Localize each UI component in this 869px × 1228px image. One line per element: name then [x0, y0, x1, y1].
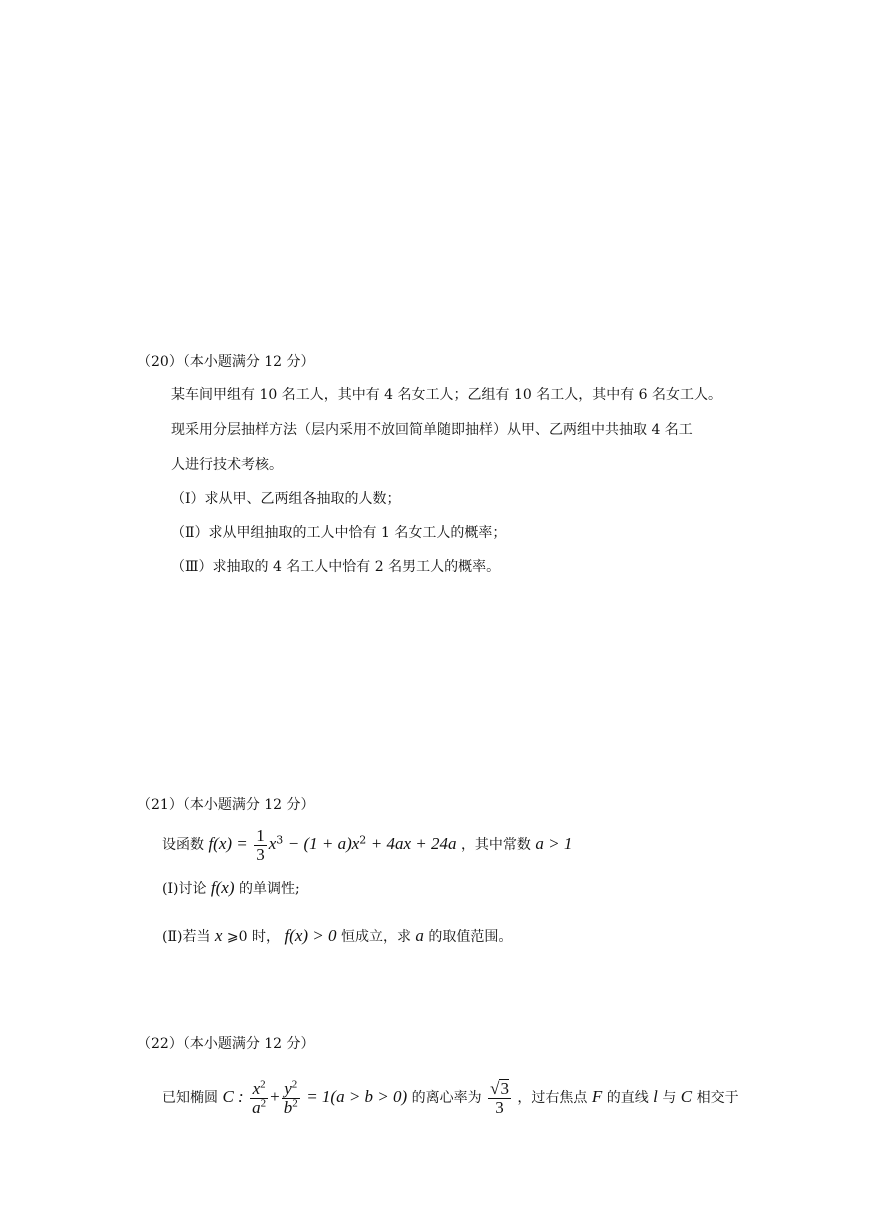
q21-part-2 — [162, 926, 512, 947]
q21-header: （21）（本小题满分 12 分） — [137, 797, 315, 813]
q20-header: （20）（本小题满分 12 分） — [137, 354, 315, 370]
q22-fraction-x-denominator: $a^2$ — [252, 1096, 267, 1117]
q20-part-3: （Ⅲ）求抽取的 4 名工人中恰有 2 名男工人的概率。 — [171, 559, 501, 575]
q21-part-1 — [162, 878, 300, 899]
q22-equation-condition: = 1(a > b > 0) — [306, 1087, 408, 1106]
q21-part-2-label: (Ⅱ)若当 — [162, 929, 211, 945]
q22-curve-C: C — [680, 1087, 693, 1106]
q21-part-2-geq: ⩾0 时， — [226, 929, 280, 945]
q21-stem — [162, 822, 572, 867]
q21-condition: a > 1 — [535, 834, 573, 853]
q20-stem-line-2: 现采用分层抽样方法（层内采用不放回简单随即抽样）从甲、乙两组中共抽取 4 名工 — [171, 422, 693, 438]
q22-after: ，过右焦点 — [517, 1090, 588, 1106]
q22-fraction-y-denominator: $b^2$ — [283, 1096, 298, 1117]
q22-line-text: 的直线 — [606, 1090, 649, 1106]
q22-prefix: 已知椭圆 — [162, 1090, 218, 1106]
q22-eccentricity-fraction — [488, 1079, 511, 1117]
q21-exponent-2: 2 — [359, 833, 367, 847]
q20-stem-line-3: 人进行技术考核。 — [171, 457, 283, 473]
q21-part-2-x: x — [214, 926, 223, 945]
q21-part-2-end: 的取值范围。 — [428, 929, 513, 945]
q22-ellipse-label: C : — [222, 1087, 244, 1106]
q22-ecc-text: 的离心率为 — [411, 1090, 482, 1106]
q21-part-1-fx: f(x) — [210, 878, 235, 897]
q21-stem-mid: ，其中常数 — [460, 837, 531, 853]
q21-term-x: x — [268, 834, 277, 853]
q21-term-c: + 4ax + 24a — [370, 834, 457, 853]
q21-exponent-3: 3 — [276, 833, 284, 847]
q21-fraction-denominator: 3 — [256, 844, 265, 864]
q22-fraction-y-numerator: $y^2$ — [282, 1080, 300, 1099]
q22-fraction-y — [282, 1077, 300, 1117]
q21-part-2-mid: 恒成立，求 — [340, 929, 411, 945]
q22-stem — [162, 1074, 739, 1121]
q22-end: 相交于 — [696, 1090, 739, 1106]
q22-fraction-x — [250, 1077, 268, 1117]
q22-eccentricity-denominator: 3 — [495, 1098, 504, 1117]
q22-fraction-x-numerator: $x^2$ — [250, 1080, 268, 1099]
q21-part-2-inequality: f(x) > 0 — [284, 926, 337, 945]
q21-fraction — [254, 827, 267, 864]
q22-eccentricity-numerator: √3 — [490, 1079, 509, 1098]
q21-stem-prefix: 设函数 — [162, 837, 204, 853]
q22-focus-F: F — [591, 1087, 603, 1106]
q22-line-l: l — [653, 1087, 658, 1106]
q22-with: 与 — [662, 1090, 677, 1106]
q20-stem-line-1: 某车间甲组有 10 名工人，其中有 4 名女工人；乙组有 10 名工人，其中有 6 名女工人。 — [171, 387, 723, 403]
q22-header: （22）（本小题满分 12 分） — [137, 1036, 315, 1052]
q22-plus: + — [270, 1087, 280, 1106]
q21-function-lhs: f(x) = — [208, 834, 248, 853]
q21-part-2-a: a — [415, 926, 424, 945]
q21-part-1-label: (Ⅰ)讨论 — [162, 881, 207, 897]
q21-fraction-numerator: 1 — [256, 825, 265, 845]
q21-part-1-text: 的单调性; — [238, 881, 300, 897]
q20-part-2: （Ⅱ）求从甲组抽取的工人中恰有 1 名女工人的概率； — [171, 525, 507, 541]
q21-term-b: − (1 + a)x — [287, 834, 360, 853]
q20-part-1: （Ⅰ）求从甲、乙两组各抽取的人数； — [171, 491, 401, 507]
